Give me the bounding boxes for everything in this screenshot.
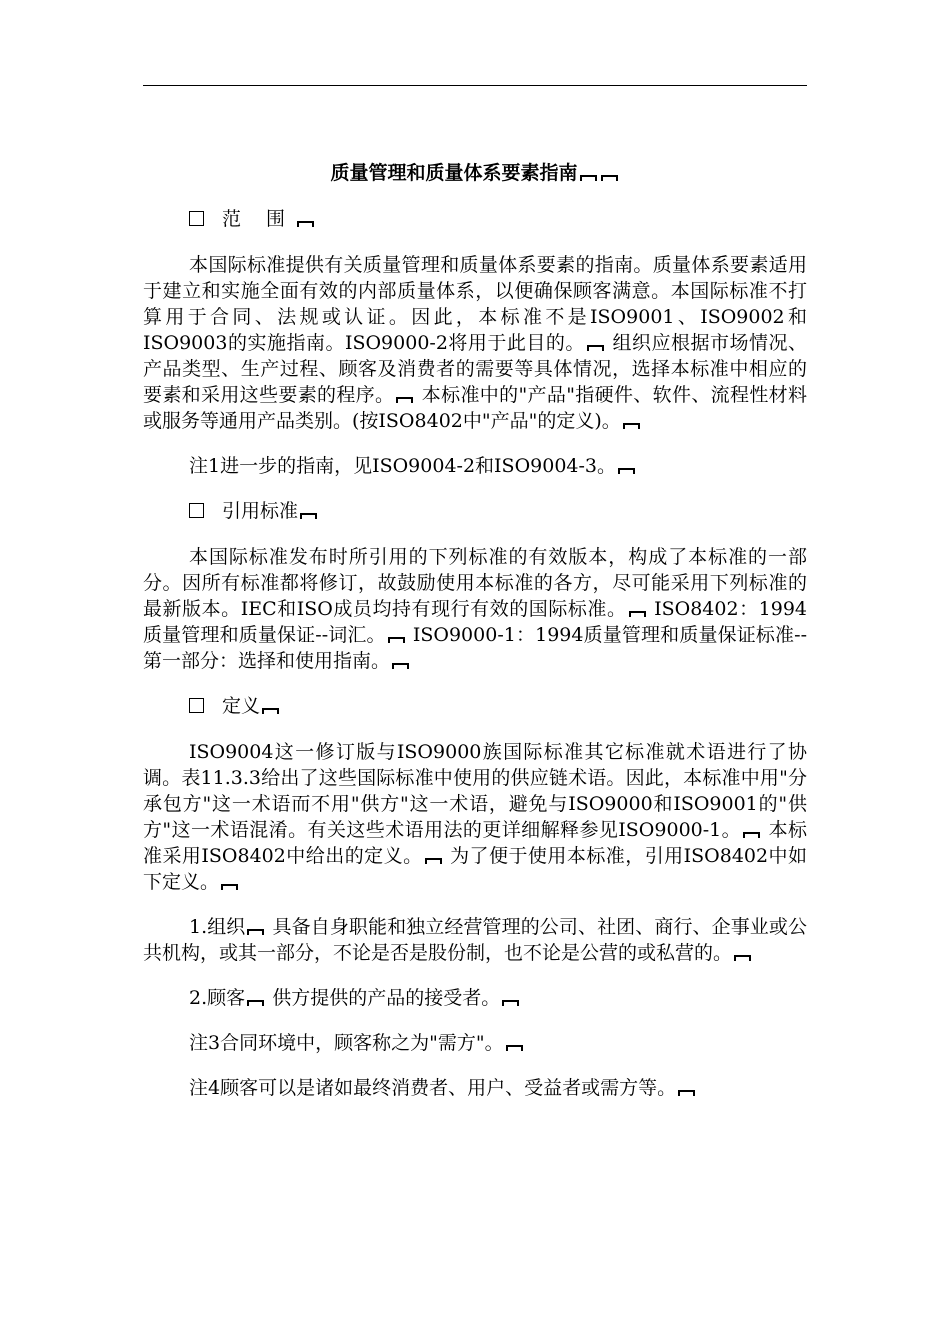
paragraph-mark-icon — [587, 345, 604, 351]
paragraph-mark-icon — [506, 1045, 523, 1051]
paragraph-mark-icon — [601, 175, 618, 181]
paragraph-mark-icon — [425, 858, 442, 864]
paragraph-mark-icon — [262, 708, 279, 714]
paragraph-mark-icon — [247, 929, 264, 935]
scope-note-1: 注1进一步的指南，见ISO9004-2和ISO9004-3。 — [143, 453, 807, 479]
paragraph-mark-icon — [734, 955, 751, 961]
references-paragraph: 本国际标准发布时所引用的下列标准的有效版本，构成了本标准的一部分。因所有标准都将修订，故鼓励使用本标准的各方，尽可能采用下列标准的最新版本。IEC和ISO成员均持有现行有效的国际标准。 ISO8402：1994质量管理和质量保证--词汇。 ISO9000-1：1994质量管理和质量保证标准--第一部分：选择和使用指南。 — [143, 546, 808, 672]
paragraph-mark-icon — [580, 175, 597, 181]
paragraph-mark-icon — [629, 611, 646, 617]
checkbox-icon — [189, 503, 204, 518]
heading-text: 定义 — [222, 695, 261, 717]
heading-text: 范 围 — [222, 208, 295, 230]
document-body — [143, 160, 807, 1120]
definitions-note-3: 注3合同环境中，顾客称之为"需方"。 — [143, 1030, 807, 1056]
paragraph-mark-icon — [221, 884, 238, 890]
definition-item-customer: 2.顾客 供方提供的产品的接受者。 — [143, 985, 807, 1011]
paragraph-mark-icon — [297, 221, 314, 227]
paragraph-mark-icon — [502, 1000, 519, 1006]
paragraph-mark-icon — [623, 423, 640, 429]
paragraph-mark-icon — [396, 397, 413, 403]
checkbox-icon — [189, 211, 204, 226]
heading-text: 引用标准 — [222, 500, 299, 522]
definitions-note-4: 注4顾客可以是诸如最终消费者、用户、受益者或需方等。 — [143, 1075, 807, 1101]
paragraph-mark-icon — [247, 1000, 264, 1006]
paragraph-mark-icon — [392, 663, 409, 669]
header-rule — [143, 85, 807, 86]
paragraph-mark-icon — [678, 1090, 695, 1096]
paragraph-mark-icon — [743, 832, 760, 838]
document-title: 质量管理和质量体系要素指南 — [143, 160, 807, 186]
paragraph-mark-icon — [300, 513, 317, 519]
scope-paragraph: 本国际标准提供有关质量管理和质量体系要素的指南。质量体系要素适用于建立和实施全面有效的内部质量体系，以便确保顾客满意。本国际标准不打算用于合同、法规或认证。因此，本标准不是ISO9001、ISO9002和ISO9003的实施指南。ISO9000-2将用于此目的。 组织应根据市场情况、产品类型、生产过程、顾客及消费者的需要等具体情况，选择本标准中相应的要素和采用这些要素的程序。 本标准中的"产品"指硬件、软件、流程性材料或服务等通用产品类别。(按ISO8402中"产品"的定义)。 — [143, 254, 807, 432]
definition-item-organization: 1.组织 具备自身职能和独立经营管理的公司、社团、商行、企事业或公共机构，或其一部分，不论是否是股份制，也不论是公营的或私营的。 — [143, 916, 807, 964]
definitions-paragraph: ISO9004这一修订版与ISO9000族国际标准其它标准就术语进行了协调。表11.3.3给出了这些国际标准中使用的供应链术语。因此，本标准中用"分承包方"这一术语而不用"供方"这一术语，避免与ISO9000和ISO9001的"供方"这一术语混淆。有关这些术语用法的更详细解释参见ISO9000-1。 本标准采用ISO8402中给出的定义。 为了便于使用本标准，引用ISO8402中如下定义。 — [143, 741, 808, 893]
paragraph-mark-icon — [388, 637, 405, 643]
paragraph-mark-icon — [618, 468, 635, 474]
section-heading-definitions — [143, 693, 807, 719]
section-heading-references — [143, 498, 807, 524]
section-heading-scope — [143, 206, 807, 232]
checkbox-icon — [189, 698, 204, 713]
